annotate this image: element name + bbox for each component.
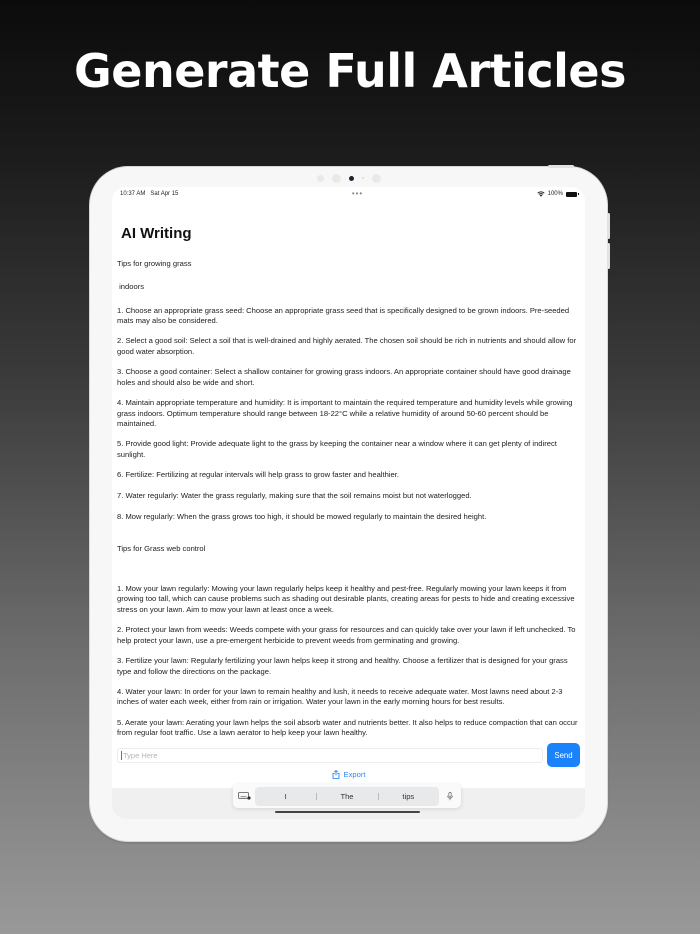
battery-icon [566, 192, 577, 197]
sensor-icon [317, 175, 324, 182]
generated-article [117, 259, 581, 737]
list-item: 2. Protect your lawn from weeds: Weeds compete with your grass for resources and can quickly take over your lawn if left unchecked. To help protect your lawn, use a pre-emergent herbicide to prevent weeds from germinating and growing. [117, 625, 576, 645]
ipad-device-frame [90, 167, 607, 841]
article-heading: Tips for growing grass [117, 259, 192, 268]
status-time: 10:37 AM [120, 191, 146, 197]
home-indicator[interactable] [275, 811, 420, 813]
list-item: 4. Water your lawn: In order for your lawn to remain healthy and lush, it needs to receive adequate water. Most lawns need about 2-3 inches of water each week, either from rain or irrigation. Water your lawn in the early morning hours for best results. [117, 687, 563, 707]
app-screen [112, 187, 585, 819]
send-button[interactable]: Send [547, 743, 580, 767]
top-button [548, 165, 574, 168]
volume-down-button [607, 243, 610, 269]
keyboard-icon [238, 792, 251, 800]
list-item: 5. Provide good light: Provide adequate light to the grass by keeping the container near a window where it can get plenty of indirect sunlight. [117, 439, 557, 459]
microphone-icon [447, 792, 453, 801]
sensor-icon [332, 174, 341, 183]
battery-percent: 100% [547, 191, 563, 197]
list-item: 6. Fertilize: Fertilizing at regular intervals will help grass to grow faster and healthier. [117, 470, 399, 480]
article-subheading: indoors [117, 282, 145, 292]
list-item: 2. Select a good soil: Select a soil that is well-drained and highly aerated. The chosen soil should be rich in nutrients and should allow for good water absorption. [117, 336, 577, 356]
page-title: AI Writing [121, 225, 192, 242]
predictive-suggestions [255, 787, 439, 806]
list-item: 4. Maintain appropriate temperature and humidity: It is important to maintain the required temperature and humidity levels while growing grass indoors. Optimum temperature should range between 18-22°C while a relative humidity of around 50-60 percent should be maintained. [117, 398, 573, 428]
status-time-date [120, 191, 178, 197]
promo-headline: Generate Full Articles [74, 44, 626, 98]
list-item: 5. Aerate your lawn: Aerating your lawn helps the soil absorb water and nutrients better. It also helps to reduce compaction that can occur from regular foot traffic. Use a lawn aerator to help keep your lawn healthy. [117, 717, 578, 737]
export-label: Export [343, 770, 366, 779]
prompt-input[interactable] [117, 748, 543, 763]
status-date: Sat Apr 15 [150, 191, 179, 197]
list-item: 1. Choose an appropriate grass seed: Choose an appropriate grass seed that is specifically designed to be grown indoors. Pre-seeded mats may also be considered. [117, 305, 570, 325]
sensor-dot-icon [362, 177, 364, 179]
suggestion-item[interactable]: I [284, 791, 287, 801]
article-heading: Tips for Grass web control [117, 543, 206, 553]
keyboard-shortcut-bar [233, 784, 461, 808]
status-right [537, 191, 577, 197]
prompt-placeholder: Type Here [123, 750, 158, 760]
suggestion-item[interactable]: tips [378, 792, 439, 801]
share-icon [332, 770, 340, 779]
list-item: 3. Choose a good container: Select a shallow container for growing grass indoors. An appropriate container should have good drainage holes and should also be wide and short. [117, 367, 571, 387]
multitasking-dots[interactable]: ••• [351, 189, 364, 198]
volume-up-button [607, 213, 610, 239]
list-item: 3. Fertilize your lawn: Regularly fertilizing your lawn helps keep it strong and healthy. Choose a fertilizer that is designed for your grass type and follow the directions on the package. [117, 656, 568, 676]
sensor-icon [372, 174, 381, 183]
suggestion-item[interactable]: The [316, 792, 377, 801]
status-bar [112, 187, 585, 201]
list-item: 8. Mow regularly: When the grass grows too high, it should be mowed regularly to maintain the desired height. [117, 511, 487, 521]
wifi-icon [537, 191, 545, 197]
composer-row [117, 743, 580, 767]
camera-array [90, 173, 607, 183]
camera-lens-icon [349, 176, 354, 181]
keyboard-toggle-button[interactable] [233, 792, 255, 800]
dictation-button[interactable] [439, 792, 461, 801]
export-button[interactable] [112, 770, 585, 779]
list-item: 1. Mow your lawn regularly: Mowing your lawn regularly helps keep it healthy and pest-free. Regularly mowing your lawn keeps it from growing too tall, which can cause problems such as shading out desirable plants, creating areas for pests to hide and creating excessive stress on your lawn. Aim to mow your lawn at least once a week. [117, 584, 575, 614]
text-caret [121, 751, 122, 760]
list-item: 7. Water regularly: Water the grass regularly, making sure that the soil remains moist but not waterlogged. [117, 490, 472, 500]
